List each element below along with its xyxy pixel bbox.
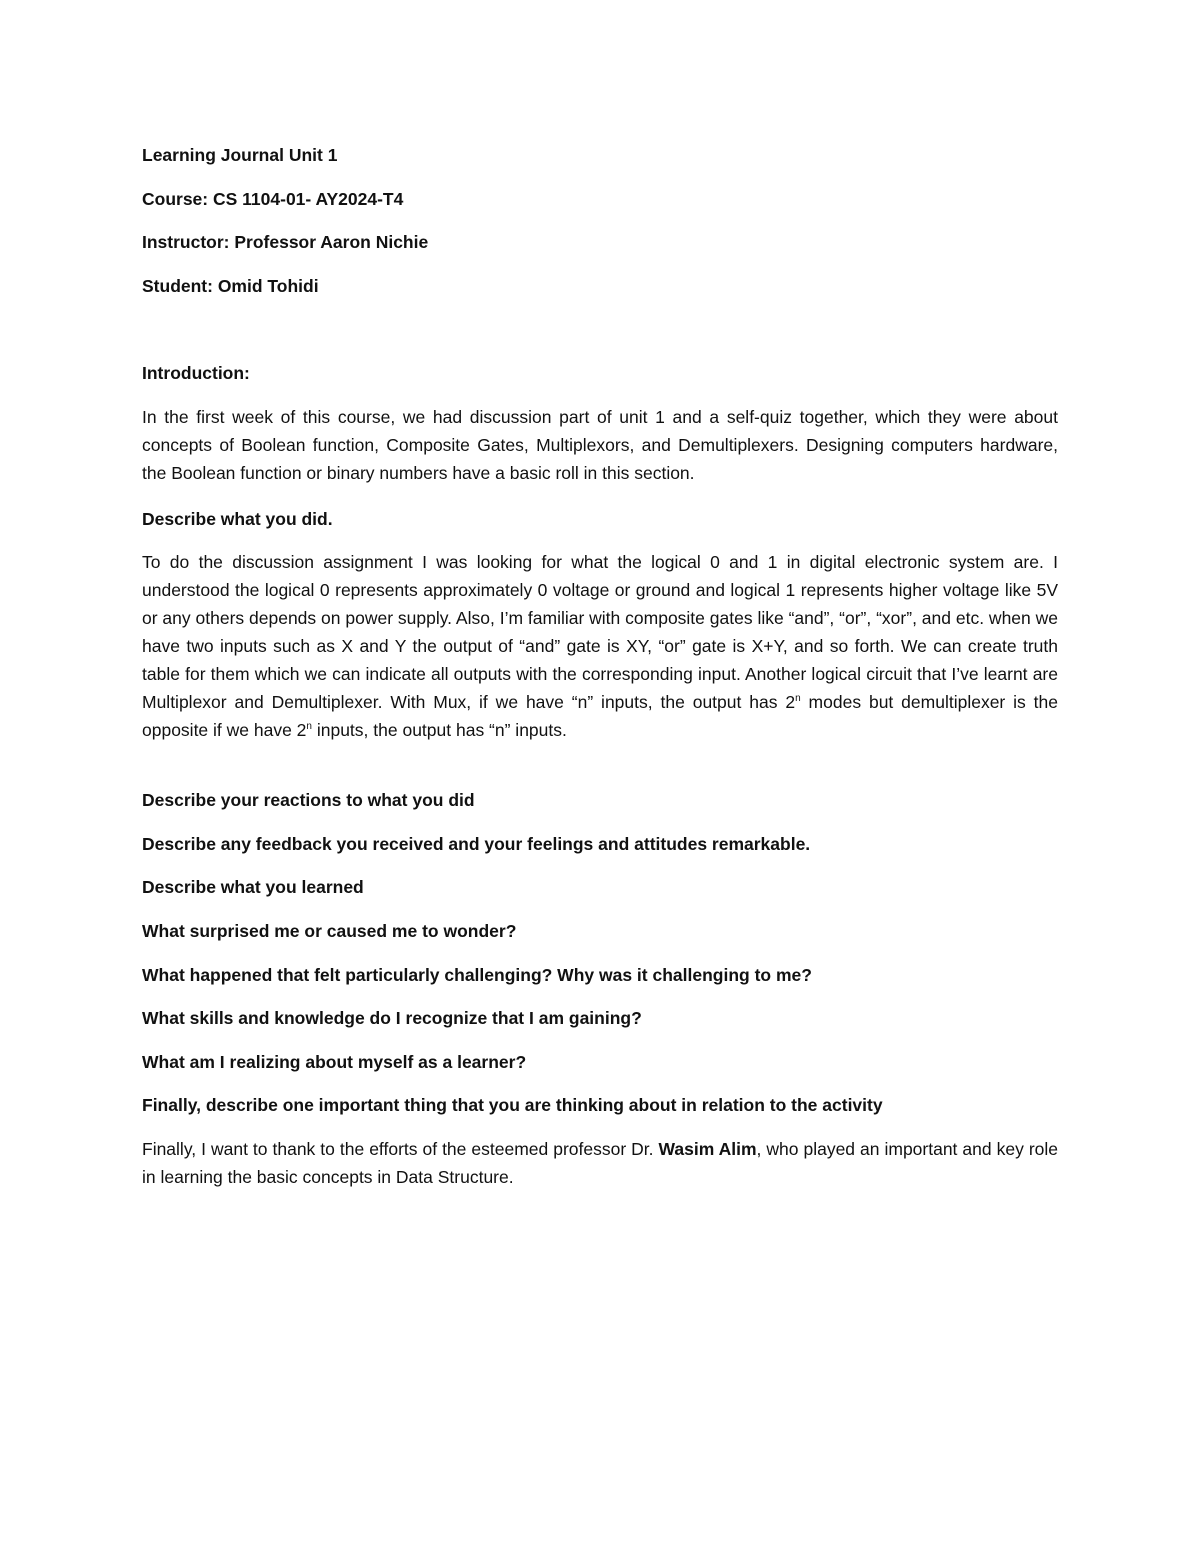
course-line: Course: CS 1104-01- AY2024-T4	[142, 189, 404, 209]
professor-name: Wasim Alim	[658, 1139, 757, 1159]
superscript-n: n	[306, 721, 312, 733]
question-heading: Describe what you learned	[142, 877, 364, 897]
introduction-heading: Introduction:	[142, 363, 250, 383]
question-heading: Describe any feedback you received and your feelings and attitudes remarkable.	[142, 834, 811, 854]
closing-paragraph	[142, 1135, 1058, 1191]
student-line: Student: Omid Tohidi	[142, 276, 319, 296]
describe-body-part1: To do the discussion assignment I was looking for what the logical 0 and 1 in digital electronic system are. I understood the logical 0 represents approximately 0 voltage or ground and logical 1 represents higher voltage like 5V or any others depends on power supply. Also, I’m familiar with composite gates like “and”, “or”, “xor”, and etc. when we have two inputs such as X and Y the output of “and” gate is XY, “or” gate is X+Y, and so forth. We can create truth table for them which we can indicate all outputs with the corresponding input. Another logical circuit that I’ve learnt are Multiplexor and Demultiplexer. With Mux, if we have “n” inputs, the output has 2	[142, 552, 1058, 712]
superscript-n: n	[795, 693, 801, 705]
question-heading: Finally, describe one important thing that you are thinking about in relation to the activity	[142, 1095, 883, 1115]
instructor-line: Instructor: Professor Aaron Nichie	[142, 232, 429, 252]
closing-part2: , who played an important and key role in learning the basic concepts in Data Structure.	[142, 1139, 1058, 1187]
closing-part1: Finally, I want to thank to the efforts of the esteemed professor Dr.	[142, 1139, 659, 1159]
describe-body	[142, 548, 1058, 744]
question-heading: Describe your reactions to what you did	[142, 790, 475, 810]
question-heading: What am I realizing about myself as a learner?	[142, 1052, 527, 1072]
describe-body-part3: inputs, the output has “n” inputs.	[311, 720, 567, 740]
describe-heading: Describe what you did.	[142, 509, 333, 529]
question-heading: What happened that felt particularly challenging? Why was it challenging to me?	[142, 965, 812, 985]
introduction-body: In the first week of this course, we had discussion part of unit 1 and a self-quiz together, which they were about concepts of Boolean function, Composite Gates, Multiplexors, and Demultiplexers. Designing computers hardware, the Boolean function or binary numbers have a basic roll in this section.	[142, 407, 1058, 483]
describe-body-part2: modes but demultiplexer is the opposite if we have 2	[142, 692, 1058, 740]
question-heading: What skills and knowledge do I recognize that I am gaining?	[142, 1008, 642, 1028]
question-heading: What surprised me or caused me to wonder?	[142, 921, 517, 941]
document-title: Learning Journal Unit 1	[142, 145, 338, 165]
